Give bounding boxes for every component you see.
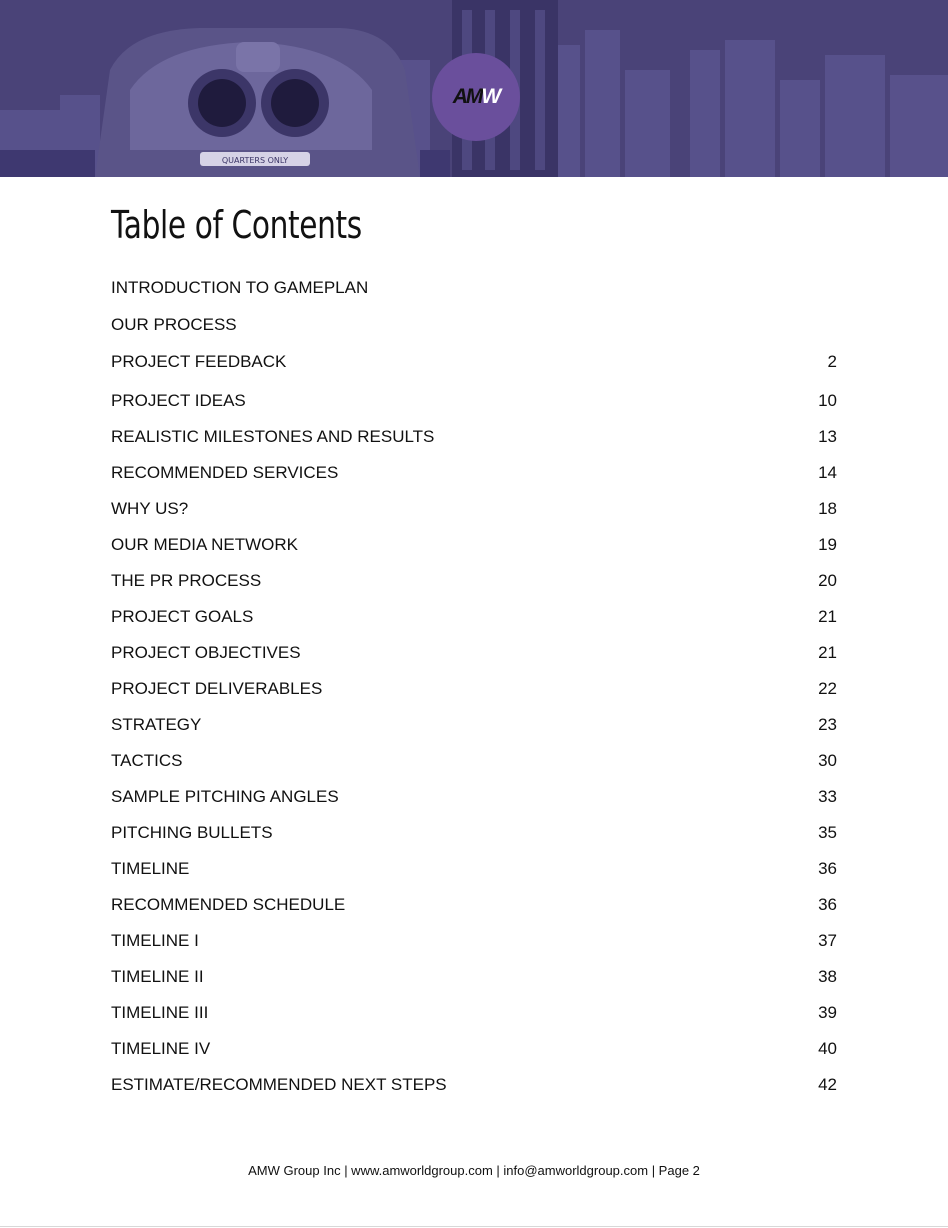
toc-entry[interactable] [111,455,837,491]
toc-entry-label: PROJECT FEEDBACK [111,352,287,371]
toc-entry[interactable] [111,707,837,743]
toc-entry[interactable] [111,527,837,563]
toc-entry-page-number: 19 [818,535,837,554]
toc-entry-label: TIMELINE [111,859,190,878]
toc-entry-label: THE PR PROCESS [111,571,262,590]
toc-entry-label: WHY US? [111,499,189,518]
toc-entry[interactable] [111,344,837,380]
footer: AMW Group Inc | www.amworldgroup.com | info@amworldgroup.com | Page 2 [248,1163,700,1178]
toc-entry[interactable] [111,815,837,851]
toc-entry-page-number: 33 [818,787,837,806]
toc-entry-label: TIMELINE I [111,931,199,950]
toc-entry[interactable] [111,851,837,887]
toc-entry-label: TACTICS [111,751,183,770]
toc-entry-label: OUR PROCESS [111,315,237,334]
toc-entry[interactable] [111,995,837,1031]
toc-entry[interactable] [111,635,837,671]
toc-entry-label: ESTIMATE/RECOMMENDED NEXT STEPS [111,1075,447,1094]
toc-entry[interactable] [111,779,837,815]
toc-entry-label: REALISTIC MILESTONES AND RESULTS [111,427,435,446]
toc-entry-page-number: 21 [818,607,837,626]
toc-entry-label: PITCHING BULLETS [111,823,273,842]
toc-entry-page-number: 18 [818,499,837,518]
toc-entry-label: RECOMMENDED SERVICES [111,463,339,482]
toc-entry-label: RECOMMENDED SCHEDULE [111,895,346,914]
toc-entry-page-number: 42 [818,1075,837,1094]
svg-text:QUARTERS ONLY: QUARTERS ONLY [221,156,289,165]
logo-wordmark [453,85,500,109]
toc-entry-page-number: 23 [818,715,837,734]
toc-entry-label: SAMPLE PITCHING ANGLES [111,787,339,806]
toc-entry-label: STRATEGY [111,715,202,734]
toc-entry-page-number: 36 [818,859,837,878]
toc-entry-label: TIMELINE II [111,967,204,986]
toc-entry-page-number: 10 [818,391,837,410]
page-bottom-rule [0,1226,948,1227]
toc-entry-page-number: 20 [818,571,837,590]
toc-entry[interactable] [111,959,837,995]
toc-entry-page-number: 36 [818,895,837,914]
page-title: Table of Contents [111,203,362,247]
toc-entry-page-number: 39 [818,1003,837,1022]
toc-entry-page-number: 35 [818,823,837,842]
toc-entry-label: OUR MEDIA NETWORK [111,535,299,554]
logo-text-w: W [481,85,500,108]
toc-entry-label: INTRODUCTION TO GAMEPLAN [111,278,369,297]
toc-entry-page-number: 37 [818,931,837,950]
toc-entry-label: TIMELINE III [111,1003,209,1022]
toc-entry-page-number: 22 [818,679,837,698]
logo-text-am: AM [452,85,482,108]
toc-entry-page-number: 21 [818,643,837,662]
toc-entry[interactable] [111,671,837,707]
toc-entry[interactable] [111,270,837,306]
toc-entry[interactable] [111,743,837,779]
toc-entry[interactable] [111,1067,837,1103]
toc-entry-page-number: 13 [818,427,837,446]
toc-entry[interactable] [111,563,837,599]
toc-entry-page-number: 38 [818,967,837,986]
toc-entry-label: PROJECT GOALS [111,607,254,626]
toc-entry-label: PROJECT IDEAS [111,391,246,410]
toc-entry[interactable] [111,599,837,635]
toc-entry[interactable] [111,307,837,343]
amw-logo [432,53,520,141]
toc-entry-label: TIMELINE IV [111,1039,211,1058]
toc-entry[interactable] [111,1031,837,1067]
toc-entry-page-number: 14 [818,463,837,482]
toc-entry[interactable] [111,491,837,527]
toc-entry[interactable] [111,923,837,959]
toc-entry[interactable] [111,887,837,923]
toc-entry-page-number: 30 [818,751,837,770]
toc-entry-page-number: 2 [827,352,837,371]
toc-entry[interactable] [111,419,837,455]
toc-entry-page-number: 40 [818,1039,837,1058]
toc-entry-label: PROJECT OBJECTIVES [111,643,301,662]
toc-entry-label: PROJECT DELIVERABLES [111,679,323,698]
toc-entry[interactable] [111,383,837,419]
header-banner [0,0,948,177]
